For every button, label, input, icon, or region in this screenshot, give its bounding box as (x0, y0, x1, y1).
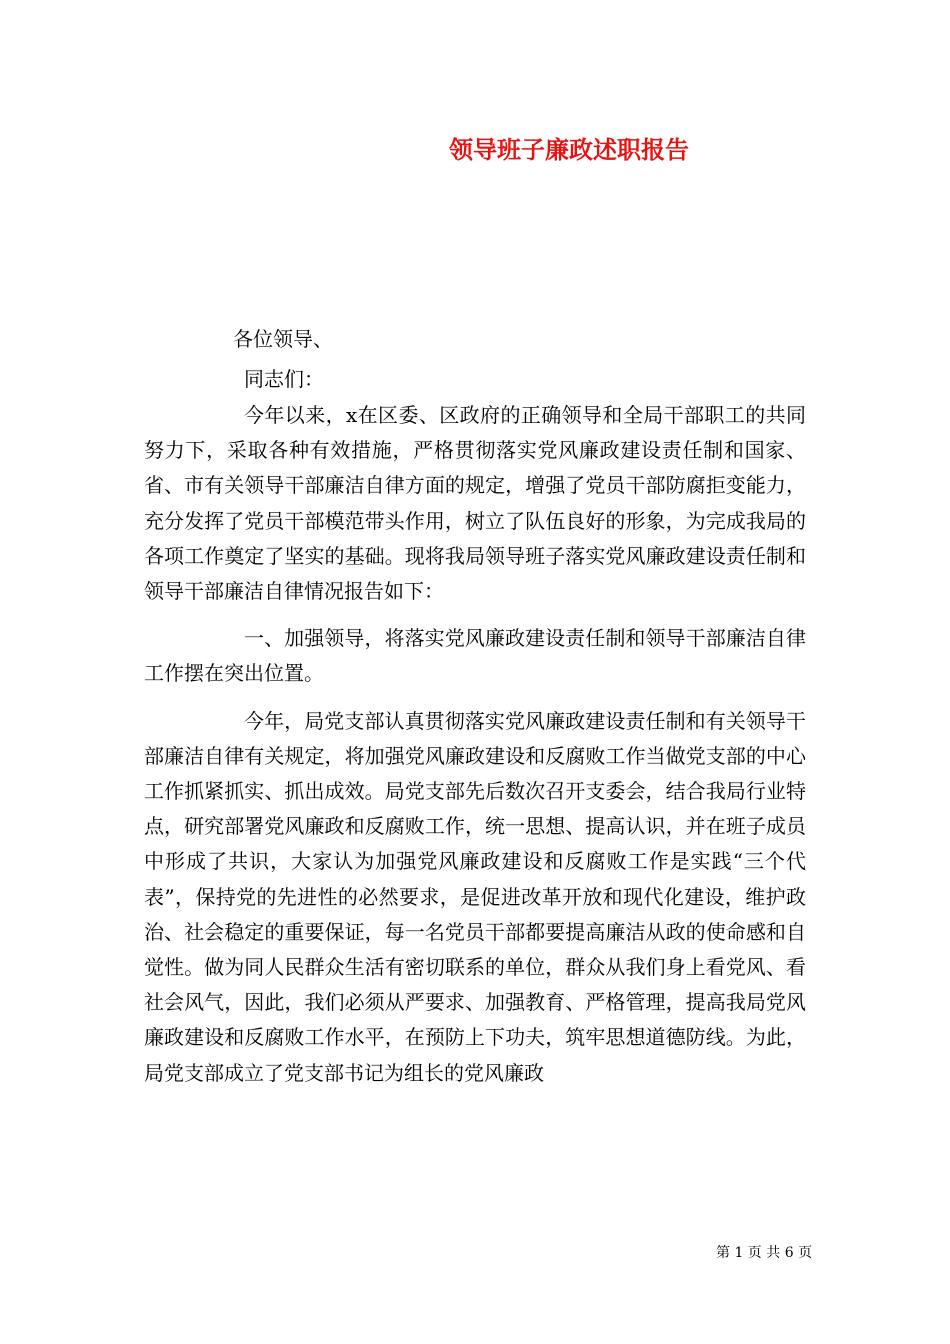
paragraph-section-body: 今年，局党支部认真贯彻落实党风廉政建设责任制和有关领导干部廉洁自律有关规定，将加强党风廉政建设和反腐败工作当做党支部的中心工作抓紧抓实、抓出成效。局党支部先后数次召开支委会，结合我局行业特点，研究部署党风廉政和反腐败工作，统一思想、提高认识，并在班子成员中形成了共识，大家认为加强党风廉政建设和反腐败工作是实践“三个代表”，保持党的先进性的必然要求，是促进改革开放和现代化建设，维护政治、社会稳定的重要保证，每一名党员干部都要提高廉洁从政的使命感和自觉性。做为同人民群众生活有密切联系的单位，群众从我们身上看党风、看社会风气，因此，我们必须从严要求、加强教育、严格管理，提高我局党风廉政建设和反腐败工作水平，在预防上下功夫，筑牢思想道德防线。为此，局党支部成立了党支部书记为组长的党风廉政 (144, 708, 806, 1085)
paragraph-intro: 今年以来，x在区委、区政府的正确领导和全局干部职工的共同努力下，采取各种有效措施，严格贯彻落实党风廉政建设责任制和国家、省、市有关领导干部廉洁自律方面的规定，增强了党员干部防腐拒变能力，充分发挥了党员干部模范带头作用，树立了队伍良好的形象，为完成我局的各项工作奠定了坚实的基础。现将我局领导班子落实党风廉政建设责任制和领导干部廉洁自律情况报告如下： (144, 403, 806, 604)
document-title: 领导班子廉政述职报告 (449, 135, 689, 164)
paragraph-section-heading: 一、加强领导，将落实党风廉政建设责任制和领导干部廉洁自律工作摆在突出位置。 (144, 626, 806, 686)
document-body (144, 398, 806, 1091)
salutation-comrades: 同志们： (244, 367, 324, 391)
salutation-leaders: 各位领导、 (233, 327, 333, 351)
page-number-footer: 第 1 页 共 6 页 (716, 1245, 813, 1261)
